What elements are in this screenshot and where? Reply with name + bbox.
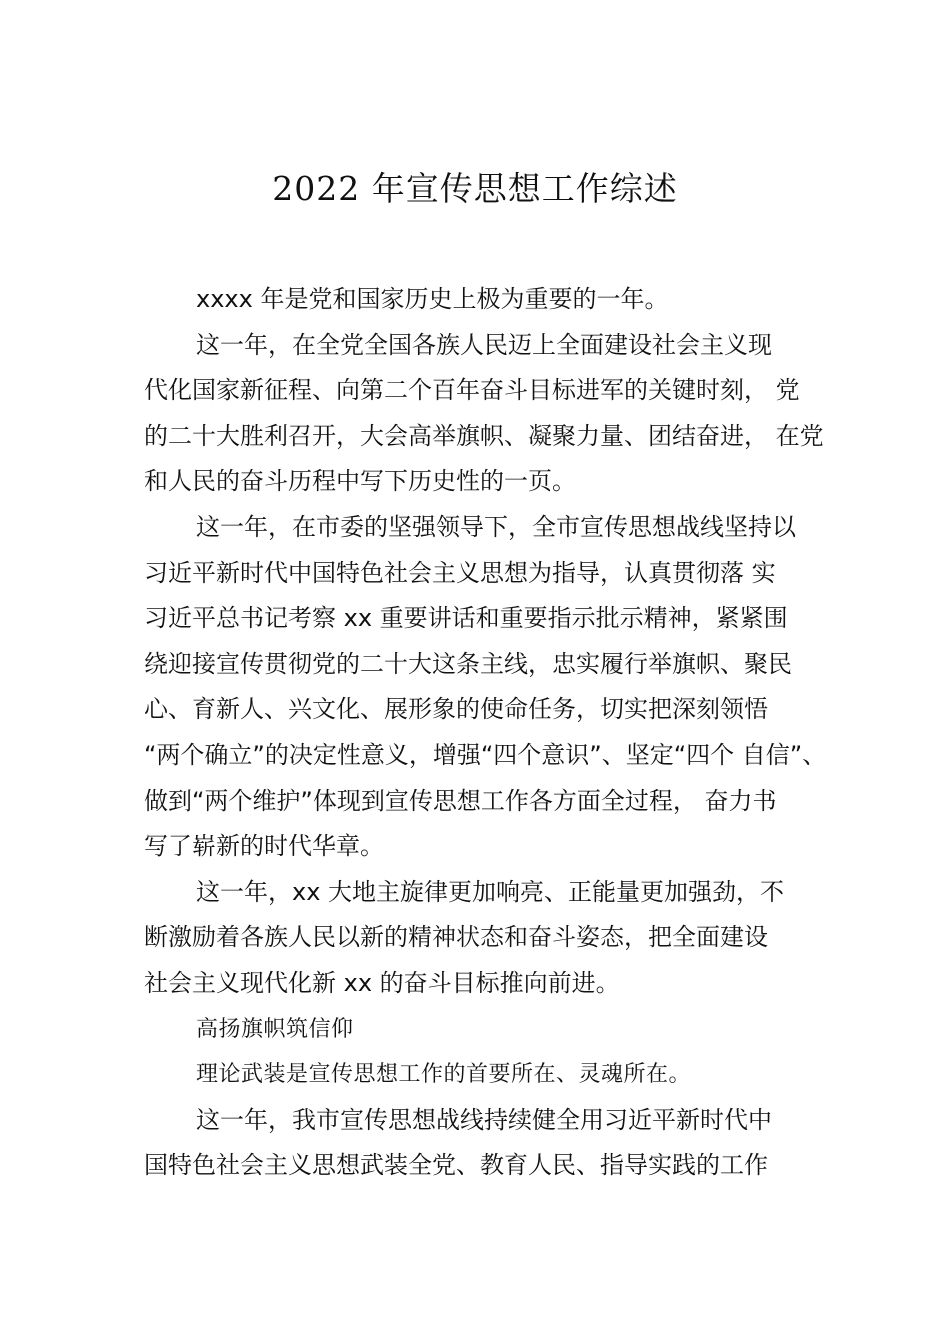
paragraph-line: 习近平新时代中国特色社会主义思想为指导，认真贯彻落 实	[144, 558, 776, 587]
paragraph-line: 这一年，在市委的坚强领导下，全市宣传思想战线坚持以	[196, 512, 796, 541]
paragraph-line: 习近平总书记考察 xx 重要讲话和重要指示批示精神，紧紧围	[144, 604, 788, 633]
paragraph-line: xxxx 年是党和国家历史上极为重要的一年。	[196, 285, 669, 313]
paragraph-line: 断激励着各族人民以新的精神状态和奋斗姿态，把全面建设	[144, 923, 768, 952]
paragraph-line: 国特色社会主义思想武装全党、教育人民、指导实践的工作	[144, 1151, 768, 1180]
paragraph-line: “两个确立”的决定性意义，增强“四个意识”、坚定“四个 自信”、	[144, 740, 827, 769]
document-body	[144, 277, 844, 1189]
paragraph-line: 社会主义现代化新 xx 的奋斗目标推向前进。	[144, 968, 620, 997]
section-heading: 高扬旗帜筑信仰	[196, 1016, 354, 1042]
paragraph-line: 心、育新人、兴文化、展形象的使命任务，切实把深刻领悟	[144, 695, 768, 724]
paragraph-line: 这一年，我市宣传思想战线持续健全用习近平新时代中	[196, 1105, 772, 1134]
paragraph-line: 代化国家新征程、向第二个百年奋斗目标进军的关键时刻， 党	[144, 376, 800, 405]
paragraph-line: 理论武装是宣传思想工作的首要所在、灵魂所在。	[196, 1062, 692, 1088]
paragraph-line: 做到“两个维护”体现到宣传思想工作各方面全过程， 奋力书	[144, 786, 777, 815]
paragraph-line: 写了崭新的时代华章。	[144, 832, 384, 861]
paragraph-line: 的二十大胜利召开，大会高举旗帜、凝聚力量、团结奋进， 在党	[144, 421, 824, 450]
paragraph-line: 这一年，xx 大地主旋律更加响亮、正能量更加强劲，不	[196, 877, 785, 906]
document-title: 2022 年宣传思想工作综述	[272, 169, 678, 208]
paragraph-line: 和人民的奋斗历程中写下历史性的一页。	[144, 467, 576, 496]
paragraph-line: 绕迎接宣传贯彻党的二十大这条主线，忠实履行举旗帜、聚民	[144, 649, 792, 678]
paragraph-line: 这一年，在全党全国各族人民迈上全面建设社会主义现	[196, 330, 772, 359]
